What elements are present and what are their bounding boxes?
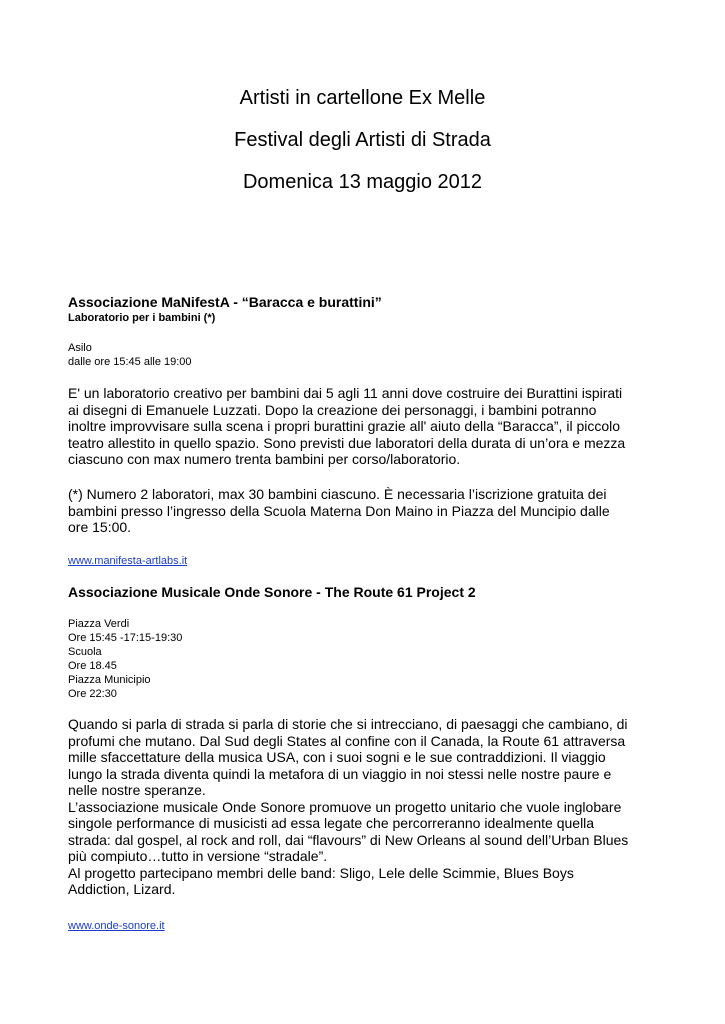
note-line: bambini presso l’ingresso della Scuola Materna Don Maino in Piazza del Muncipio dalle xyxy=(68,502,610,519)
section-onde-sonore-description xyxy=(68,716,668,898)
schedule-line: Piazza Verdi xyxy=(68,618,130,630)
section-onde-sonore-schedule xyxy=(68,617,668,701)
title-line-3: Domenica 13 maggio 2012 xyxy=(242,171,483,193)
body-line: Quando si parla di strada si parla di storie che si intrecciano, di paesaggi che cambiano, di xyxy=(68,716,628,732)
event-place: Asilo xyxy=(68,342,92,354)
section-manifesta xyxy=(68,294,668,325)
section-onde-sonore-link-wrap xyxy=(68,919,668,933)
section-heading: Associazione Musicale Onde Sonore - The Route 61 Project 2 xyxy=(68,584,476,600)
note-line: (*) Numero 2 laboratori, max 30 bambini ciascuno. È necessaria l’iscrizione gratuita dei xyxy=(68,486,607,502)
body-line: Al progetto partecipano membri delle band: Sligo, Lele delle Scimmie, Blues Boys xyxy=(68,864,574,881)
body-line: ai disegni di Emanuele Luzzati. Dopo la creazione dei personaggi, i bambini potranno xyxy=(68,401,597,418)
body-line: strada: dal gospel, al rock and roll, dai “flavours” di New Orleans al sound dell’Urban Blues xyxy=(68,831,629,848)
document-title xyxy=(0,86,725,212)
body-line: inoltre improvvisare sulla scena i propri burattini grazie all' aiuto della “Baracca”, il piccolo xyxy=(68,418,621,434)
body-line: L’associazione musicale Onde Sonore promuove un progetto unitario che vuole inglobare xyxy=(68,798,622,815)
body-line: ciascuno con max numero trenta bambini per corso/laboratorio. xyxy=(68,451,461,467)
manifesta-website-link[interactable]: www.manifesta-artlabs.it xyxy=(68,555,188,567)
schedule-line: Ore 15:45 -17:15-19:30 xyxy=(68,632,183,644)
section-onde-sonore xyxy=(68,584,668,601)
note-line: ore 15:00. xyxy=(68,519,132,535)
onde-sonore-website-link[interactable]: www.onde-sonore.it xyxy=(68,920,165,932)
event-time: dalle ore 15:45 alle 19:00 xyxy=(68,356,192,368)
section-manifesta-note xyxy=(68,486,668,536)
schedule-line: Ore 18.45 xyxy=(68,660,117,672)
section-manifesta-link-wrap xyxy=(68,554,668,568)
section-subheading: Laboratorio per i bambini (*) xyxy=(68,312,216,324)
section-manifesta-description xyxy=(68,385,668,468)
body-line: più compiuto…tutto in versione “stradale”. xyxy=(68,848,328,864)
section-heading: Associazione MaNifestA - “Baracca e burattini” xyxy=(68,294,382,310)
body-line: mille sfaccettature della musica USA, con i suoi sogni e le sue contraddizioni. Il viaggio xyxy=(68,749,606,765)
section-manifesta-details xyxy=(68,341,668,369)
title-line-2: Festival degli Artisti di Strada xyxy=(234,129,491,151)
body-line: lungo la strada diventa quindi la metafora di un viaggio in noi stessi nelle nostre paure e xyxy=(68,765,612,782)
body-line: nelle nostre speranze. xyxy=(68,782,206,798)
schedule-line: Ore 22:30 xyxy=(68,688,117,700)
title-line-1: Artisti in cartellone Ex Melle xyxy=(239,87,486,109)
schedule-line: Piazza Municipio xyxy=(68,674,151,686)
body-line: teatro allestito in quello spazio. Sono previsti due laboratori della durata di un’ora e mezza xyxy=(68,434,626,451)
body-line: E' un laboratorio creativo per bambini dai 5 agli 11 anni dove costruire dei Burattini ispirati xyxy=(68,385,623,401)
body-line: singole performance di musicisti ad essa legate che percorreranno idealmente quella xyxy=(68,815,595,831)
body-line: profumi che mutano. Dal Sud degli States al confine con il Canada, la Route 61 attraversa xyxy=(68,732,626,749)
schedule-line: Scuola xyxy=(68,646,102,658)
body-line: Addiction, Lizard. xyxy=(68,881,176,897)
